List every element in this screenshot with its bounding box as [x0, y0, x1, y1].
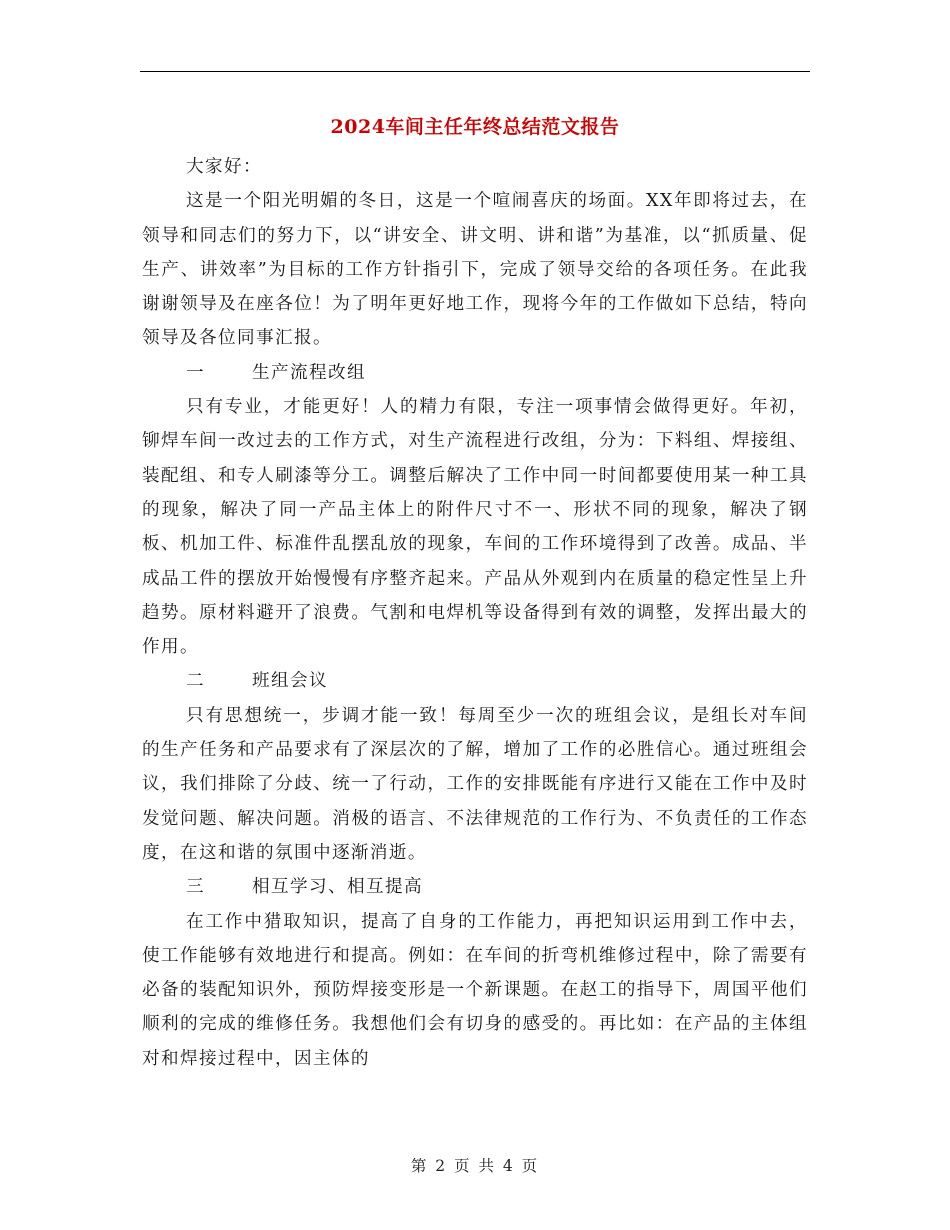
header-rule — [140, 71, 810, 72]
section-heading-text: 相互学习、相互提高 — [252, 877, 423, 898]
page-number: 第 2 页 共 4 页 — [410, 1157, 540, 1175]
section-heading-text: 班组会议 — [252, 671, 328, 692]
section-number: 二 — [186, 671, 205, 692]
section-heading — [142, 870, 808, 904]
document-body — [142, 150, 808, 1076]
section-heading — [142, 356, 808, 390]
section-paragraph: 只有专业，才能更好！人的精力有限，专注一项事情会做得更好。年初，铆焊车间一改过去的工作方式，对生产流程进行改组，分为：下料组、焊接组、装配组、和专人刷漆等分工。调整后解决了工作中同一时间都要使用某一种工具的现象，解决了同一产品主体上的附件尺寸不一、形状不同的现象，解决了钢板、机加工件、标准件乱摆乱放的现象，车间的工作环境得到了改善。成品、半成品工件的摆放开始慢慢有序整齐起来。产品从外观到内在质量的稳定性呈上升趋势。原材料避开了浪费。气割和电焊机等设备得到有效的调整，发挥出最大的作用。 — [142, 397, 808, 658]
document-title: 2024车间主任年终总结范文报告 — [330, 116, 620, 138]
section-number: 三 — [186, 877, 205, 898]
intro-paragraph: 这是一个阳光明媚的冬日，这是一个喧闹喜庆的场面。XX年即将过去，在领导和同志们的努力下，以“讲安全、讲文明、讲和谐”为基准，以“抓质量、促生产、讲效率”为目标的工作方针指引下，完成了领导交给的各项任务。在此我谢谢领导及在座各位！为了明年更好地工作，现将今年的工作做如下总结，特向领导及各位同事汇报。 — [142, 191, 808, 349]
section-paragraph: 在工作中猎取知识，提高了自身的工作能力，再把知识运用到工作中去，使工作能够有效地进行和提高。例如：在车间的折弯机维修过程中，除了需要有必备的装配知识外，预防焊接变形是一个新课题。在赵工的指导下，周国平他们顺利的完成的维修任务。我想他们会有切身的感受的。再比如：在产品的主体组对和焊接过程中，因主体的 — [142, 911, 808, 1069]
section-paragraph: 只有思想统一，步调才能一致！每周至少一次的班组会议，是组长对车间的生产任务和产品要求有了深层次的了解，增加了工作的必胜信心。通过班组会议，我们排除了分歧、统一了行动，工作的安排既能有序进行又能在工作中及时发觉问题、解决问题。消极的语言、不法律规范的工作行为、不负责任的工作态度，在这和谐的氛围中逐渐消逝。 — [142, 705, 808, 863]
greeting: 大家好： — [186, 157, 262, 177]
section-heading-text: 生产流程改组 — [252, 362, 366, 383]
section-number: 一 — [186, 362, 205, 383]
section-heading — [142, 664, 808, 698]
